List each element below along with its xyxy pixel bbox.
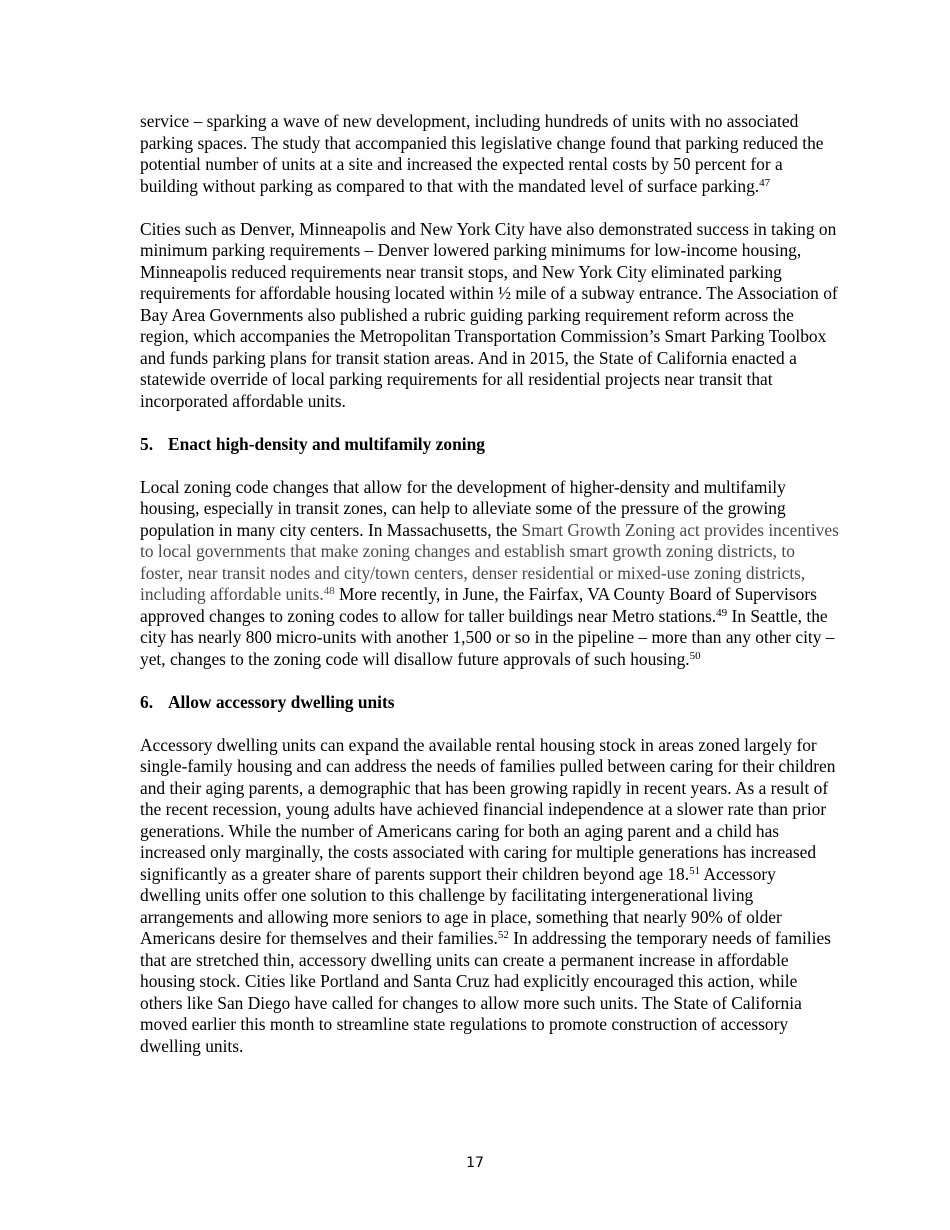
footnote-ref-48[interactable]: 48 xyxy=(323,585,335,597)
section-number: 5. xyxy=(140,433,154,454)
paragraph-text: Local zoning code changes that allow for the development of higher-density and multifamily housing, especially in transit zones, can help to alleviate some of the pressure of the growing population in many city centers. In Massachusetts, the xyxy=(140,476,786,540)
footnote-ref-49[interactable]: 49 xyxy=(716,606,728,619)
section-title: Allow accessory dwelling units xyxy=(168,691,395,712)
paragraph-text: In addressing the temporary needs of families that are stretched thin, accessory dwelling units can create a permanent increase in affordable housing stock. Cities like Portland and Santa Cruz had explicitly encouraged this action, while others like San Diego have called for changes to allow more such units. The State of California moved earlier this month to streamline state regulations to promote construction of accessory dwelling units. xyxy=(140,928,831,1056)
section-heading-6 xyxy=(140,692,840,714)
paragraph-text: Accessory dwelling units offer one solution to this challenge by facilitating intergenerational living arrangements and allowing more seniors to age in place, something that nearly 90% of older Americans desire for themselves and their families. xyxy=(140,863,782,948)
paragraph-zoning xyxy=(140,477,840,671)
footnote-ref-51[interactable]: 51 xyxy=(689,864,701,877)
section-title: Enact high-density and multifamily zoning xyxy=(168,433,485,454)
footnote-ref-52[interactable]: 52 xyxy=(497,929,509,941)
paragraph-text: service – sparking a wave of new development, including hundreds of units with no associated parking spaces. The study that accompanied this legislative change found that parking reduced the potential number of units at a site and increased the expected rental costs by 50 percent for a building without parking as compared to that with the mandated level of surface parking. xyxy=(140,111,824,196)
footnote-ref-50[interactable]: 50 xyxy=(689,649,701,662)
footnote-ref-47[interactable]: 47 xyxy=(759,176,771,189)
smart-growth-text: Smart Growth Zoning act provides incentives to local governments that make zoning changes and establish smart growth zoning districts, to foster, near transit nodes and city/town centers, denser residential or mixed-use zoning districts, including affordable units. xyxy=(140,519,839,604)
paragraph-text: Accessory dwelling units can expand the available rental housing stock in areas zoned largely for single-family housing and can address the needs of families pulled between caring for their children and their aging parents, a demographic that has been growing rapidly in recent years. As a result of the recent recession, young adults have achieved financial independence at a slower rate than prior generations. While the number of Americans caring for both an aging parent and a child has increased only marginally, the costs associated with caring for multiple generations has increased significantly as a greater share of parents support their children beyond age 18. xyxy=(140,734,836,884)
paragraph-text: More recently, in June, the Fairfax, VA County Board of Supervisors approved changes to zoning codes to allow for taller buildings near Metro stations. xyxy=(140,584,817,626)
page-number: 17 xyxy=(466,1155,484,1171)
section-heading-5 xyxy=(140,434,840,456)
paragraph-accessory-units xyxy=(140,735,840,1058)
section-number: 6. xyxy=(140,691,154,712)
document-body xyxy=(140,111,840,1079)
paragraph-text: In Seattle, the city has nearly 800 micro-units with another 1,500 or so in the pipeline – more than any other city – yet, changes to the zoning code will disallow future approvals of such housing. xyxy=(140,605,835,669)
paragraph-parking-study xyxy=(140,111,840,197)
paragraph-text: Cities such as Denver, Minneapolis and New York City have also demonstrated success in taking on minimum parking requirements – Denver lowered parking minimums for low-income housing, Minneapolis reduced requirements near transit stops, and New York City eliminated parking requirements for affordable housing located within ½ mile of a subway entrance. The Association of Bay Area Governments also published a rubric guiding parking requirement reform across the region, which accompanies the Metropolitan Transportation Commission’s Smart Parking Toolbox and funds parking plans for transit station areas. And in 2015, the State of California enacted a statewide override of local parking requirements for all residential projects near transit that incorporated affordable units. xyxy=(140,218,838,411)
paragraph-cities-parking xyxy=(140,219,840,413)
